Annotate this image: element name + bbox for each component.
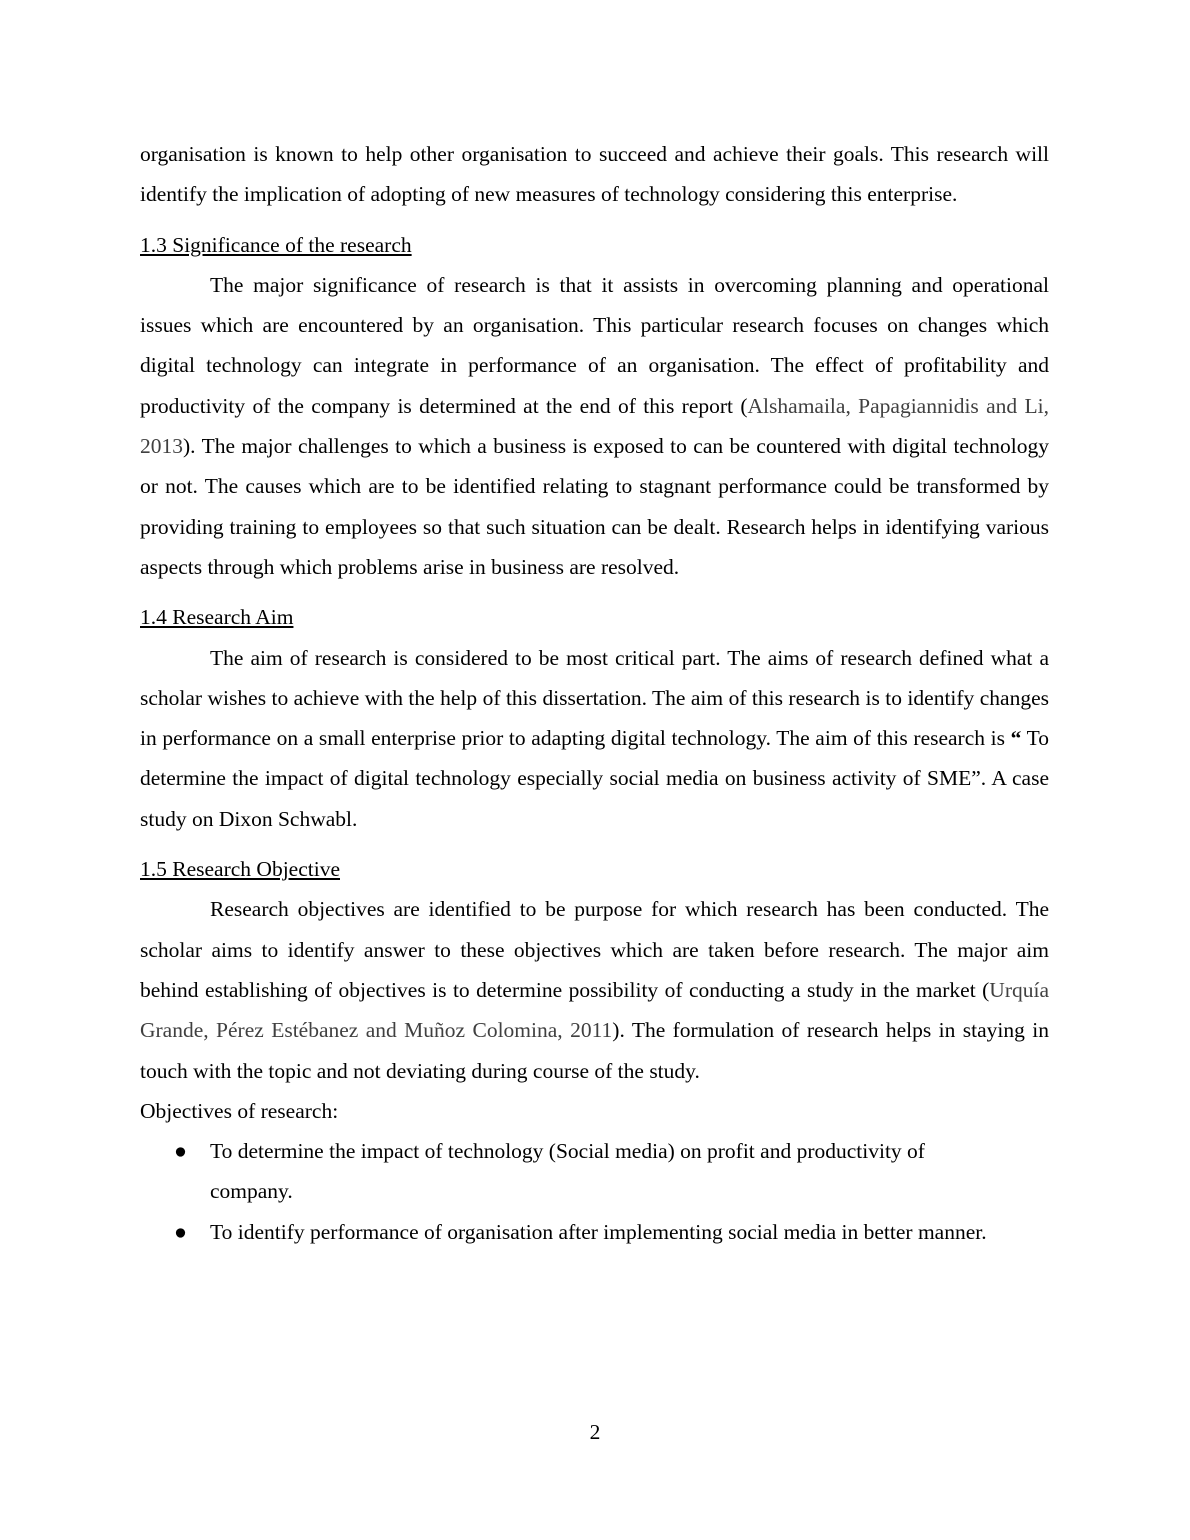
page-number: 2 (589, 1420, 601, 1444)
significance-paragraph (140, 265, 1049, 587)
objectives-list (140, 1131, 1049, 1252)
significance-text-start: The major significance of research is that it assists in overcoming planning and operational issues which are encountered by an organisation. This particular research focuses on changes which digital technology can integrate in performance of an organisation. The effect of profitability and productivity of the company is determined at the end of this report ( (140, 272, 1049, 418)
section-heading-research-objective: 1.5 Research Objective (140, 857, 340, 882)
citation-alshamaila: Alshamaila, Papagiannidis and Li, 2013 (140, 393, 1049, 459)
bullet-icon: ● (174, 1139, 187, 1164)
citation-urquia-grande: Urquía Grande, Pérez Estébanez and Muñoz Colomina, 2011 (140, 977, 1049, 1043)
research-objective-text-end: ). The formulation of research helps in staying in touch with the topic and not deviating during course of the study. (140, 1018, 1050, 1083)
section-heading-research-aim: 1.4 Research Aim (140, 605, 294, 630)
research-aim-paragraph (140, 638, 1049, 839)
objective-text: To identify performance of organisation after implementing social media in better manner. (210, 1219, 987, 1244)
objective-item (140, 1131, 1000, 1212)
research-objective-text-start: Research objectives are identified to be purpose for which research has been conducted. The scholar aims to identify answer to these objectives which are taken before research. The major aim behind establishing of objectives is to determine possibility of conducting a study in the market ( (140, 897, 1049, 1002)
bullet-icon: ● (174, 1219, 187, 1244)
intro-paragraph: organisation is known to help other organisation to succeed and achieve their goals. This research will identify the implication of adopting of new measures of technology considering this enterprise. (140, 142, 1049, 207)
research-objective-paragraph (140, 889, 1049, 1090)
objectives-label: Objectives of research: (140, 1098, 339, 1123)
significance-text-end: ). The major challenges to which a business is exposed to can be countered with digital technology or not. The causes which are to be identified relating to stagnant performance could be transformed by providing training to employees so that such situation can be dealt. Research helps in identifying various aspects through which problems arise in business are resolved. (140, 434, 1049, 579)
research-aim-text-end: To determine the impact of digital technology especially social media on business activity of SME”. A case study on Dixon Schwabl. (140, 726, 1049, 831)
research-aim-text-start: The aim of research is considered to be most critical part. The aims of research defined what a scholar wishes to achieve with the help of this dissertation. The aim of this research is to identify changes in performance on a small enterprise prior to adapting digital technology. The aim of this research is (140, 645, 1049, 751)
objective-item (140, 1212, 1000, 1252)
section-heading-significance: 1.3 Significance of the research (140, 232, 412, 257)
page-body (140, 134, 1049, 1252)
open-quote-mark: “ (1010, 726, 1022, 751)
objective-text: To determine the impact of technology (Social media) on profit and productivity of company. (210, 1139, 925, 1204)
